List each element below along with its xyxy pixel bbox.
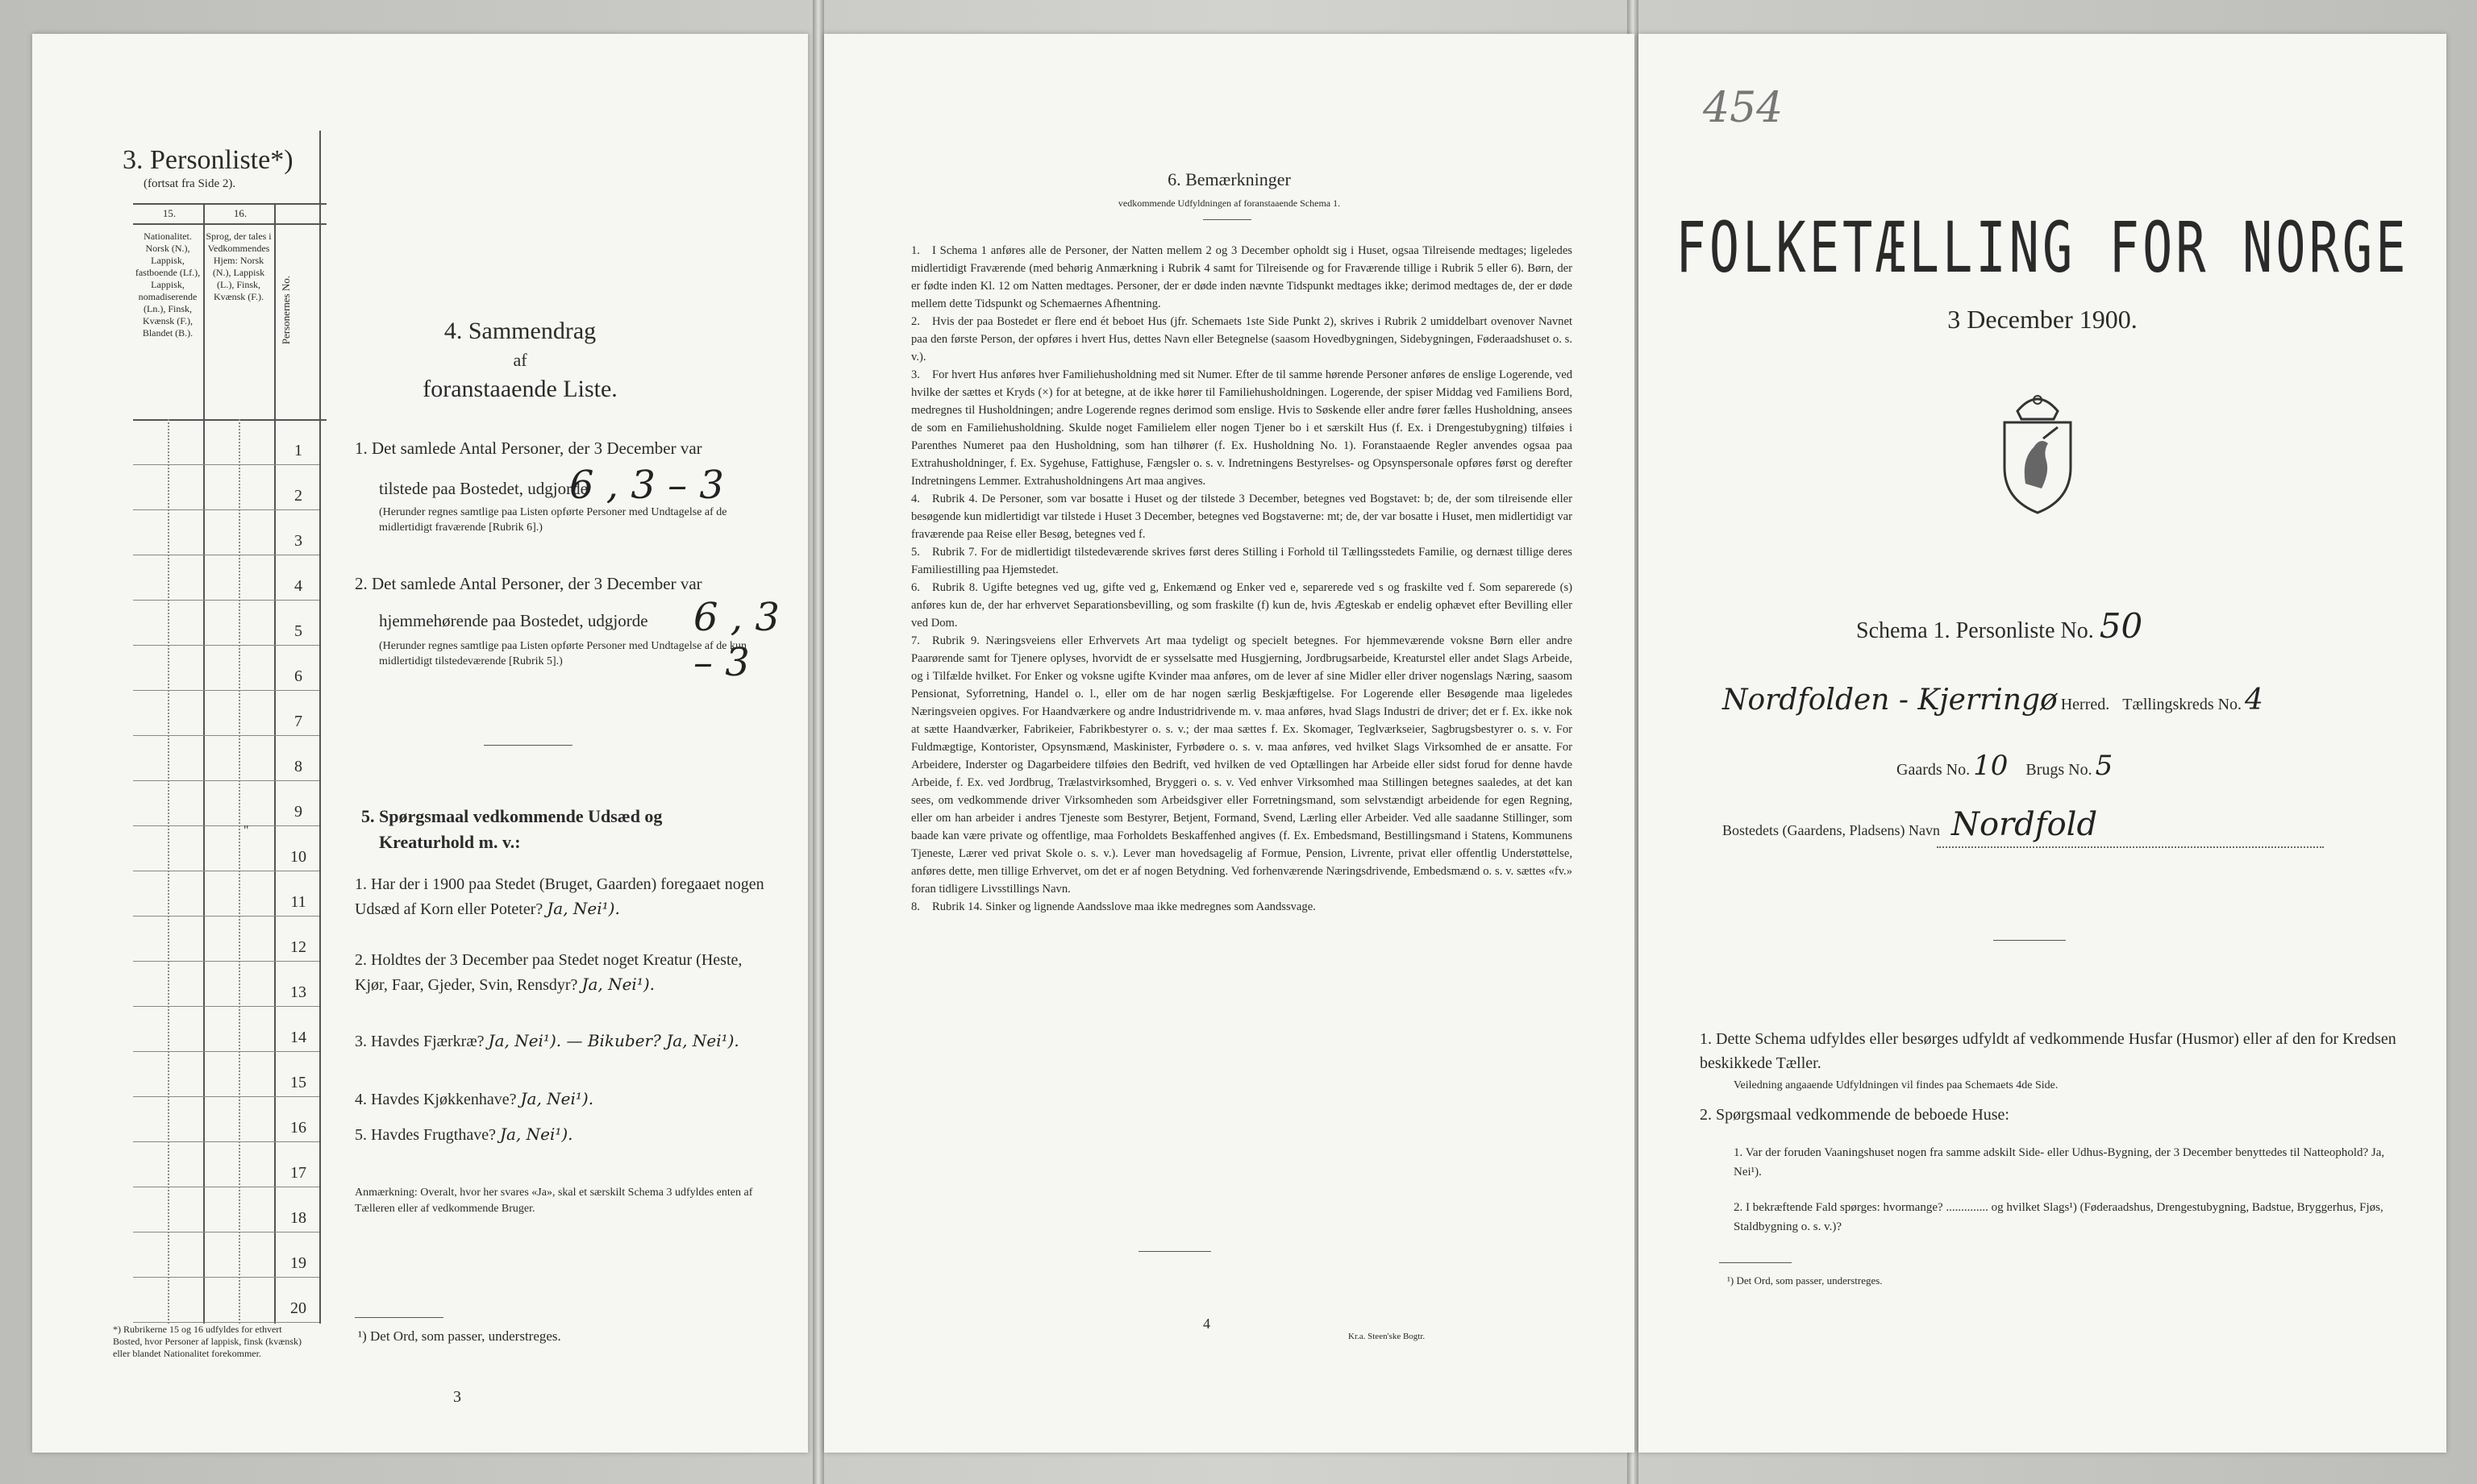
questions-title-2: Kreaturhold m. v.: <box>379 832 521 852</box>
question-1 <box>355 872 766 921</box>
table-row-number: 7 <box>294 713 302 730</box>
rule-number: 8. <box>911 900 920 913</box>
question-5-text: 5. Havdes Frugthave? <box>355 1126 496 1144</box>
table-row-number: 6 <box>294 667 302 685</box>
table-row-rule <box>133 1006 319 1007</box>
col-16-number: 16. <box>233 207 248 219</box>
bemaerkninger-rule <box>1203 219 1251 220</box>
rule-number: 1. <box>911 244 920 257</box>
rule-item <box>911 579 1572 632</box>
rule-number: 7. <box>911 634 920 647</box>
summary-item-1-handwritten: 6 , 3 – 3 <box>569 463 724 508</box>
table-row-number: 14 <box>290 1029 306 1046</box>
question-4 <box>355 1087 766 1112</box>
middle-page <box>824 34 1634 1453</box>
table-header-rule <box>133 419 327 421</box>
coat-of-arms-icon <box>1993 387 2082 516</box>
table-row-number: 5 <box>294 622 302 640</box>
table-row-rule <box>133 1096 319 1097</box>
mid-divider <box>1139 1251 1211 1252</box>
question-2 <box>355 948 766 997</box>
schema-line <box>1856 606 2142 646</box>
summary-item-2: 2. Det samlede Antal Personer, der 3 December var <box>355 574 702 593</box>
right-divider <box>1993 940 2066 941</box>
question-3-text: 3. Havdes Fjærkræ? <box>355 1033 485 1050</box>
page-number-3: 3 <box>453 1388 461 1406</box>
summary-item-2-note: (Herunder regnes samtlige paa Listen opførte Personer med Undtagelse af de kun midlertidigt tilstedeværende [Rubrik 5].) <box>379 640 747 667</box>
instruction-2-2: 2. I bekræftende Fald spørges: hvormange? .............. og hvilket Slags¹) (Føderaadshus, Drengestubygning, Badstue, Bryggerhus, Fjøs, Staldbygning o. s. v.)? <box>1734 1201 2383 1233</box>
rule-item <box>911 242 1572 313</box>
printer-mark: Kr.a. Steen'ske Bogtr. <box>1348 1332 1426 1341</box>
kreds-number-handwritten: 4 <box>2245 684 2263 717</box>
table-row-rule <box>133 600 319 601</box>
brugs-number-handwritten: 5 <box>2095 750 2113 782</box>
right-page <box>1638 34 2446 1453</box>
question-5 <box>355 1122 766 1147</box>
summary-item-1-line2: tilstede paa Bostedet, udgjorde <box>379 479 588 498</box>
table-row-rule <box>133 645 319 646</box>
personliste-subheading: (fortsat fra Side 2). <box>144 177 236 190</box>
table-row-rule <box>133 961 319 962</box>
table-row-number: 17 <box>290 1164 306 1182</box>
table-row-number: 11 <box>290 893 306 911</box>
schema-label: Schema 1. Personliste No. <box>1856 618 2094 643</box>
rule-item <box>911 490 1572 543</box>
question-5-answer: Ja, Nei¹). <box>499 1124 573 1144</box>
rule-text: Rubrik 8. Ugifte betegnes ved ug, gifte ved g, Enkemænd og Enker ved e, separerede ved s og fraskilte ved f. Som separerede (s) anføres kun de, der har erhvervet Separationsbevilling, og som fraskilte (f) kun de, hvis Ægteskab er endelig ophævet efter Bevilling eller ved Dom. <box>911 581 1572 630</box>
row-10-mark: " <box>244 824 249 838</box>
left-page <box>32 34 808 1453</box>
rule-item <box>911 366 1572 490</box>
col-personernes-no: Personernes No. <box>280 276 292 345</box>
table-row-number: 8 <box>294 758 302 775</box>
question-3-answer: Ja, Nei¹). — Bikuber? Ja, Nei¹). <box>488 1031 739 1050</box>
table-row-rule <box>133 1141 319 1142</box>
table-row-number: 16 <box>290 1119 306 1137</box>
summary-title-af: af <box>513 350 527 370</box>
question-2-answer: Ja, Nei¹). <box>581 975 656 994</box>
bosted-line <box>1722 806 2097 843</box>
herred-line <box>1722 684 2416 717</box>
summary-divider <box>484 745 572 746</box>
rule-text: Rubrik 7. For de midlertidigt tilstedeværende skrives først deres Stilling i Forhold til Tællingsstedets Familie, og dernæst tillige deres Familiestilling paa Hjemstedet. <box>911 546 1572 576</box>
rules-list <box>911 242 1572 916</box>
rule-item <box>911 632 1572 898</box>
col-15-number: 15. <box>162 207 177 219</box>
table-row-number: 19 <box>290 1254 306 1272</box>
rule-text: Rubrik 14. Sinker og lignende Aandsslove maa ikke medregnes som Aandssvage. <box>932 900 1316 913</box>
table-row-rule <box>133 780 319 781</box>
rule-item <box>911 313 1572 366</box>
table-top-rule <box>133 203 327 205</box>
table-row-rule <box>133 735 319 736</box>
table-row-number: 20 <box>290 1299 306 1317</box>
table-numbers-rule <box>133 223 327 225</box>
table-row-rule <box>133 464 319 465</box>
table-row-number: 9 <box>294 803 302 821</box>
rule-text: Rubrik 9. Næringsveiens eller Erhvervets Art maa tydeligt og specielt betegnes. For hjemmeværende voksne Børn eller andre Paarørende samt for Tjenere oplyses, hvorvidt de er sysselsatte med Husgjerning, Jordbrugsarbeide, Kreaturstel eller andet Slags Arbeide, og i Tilfælde hvilket. For Enker og voksne ugifte Kvinder maa anføres, om de lever af sine Midler eller driver nogenslags Næring, saasom Pensionat, Syforretning, Handel o. l., eller om de har nogen særlig Beskjæftigelse. For Logerende eller Besøgende maa ligeledes Næringsveien opgives. For Haandværkere og andre Industridrivende m. v. maa anføres, hvad Slags Industri de driver; det er f. Ex. ikke nok at sætte Haandværker, Fabrikeier, Fabrikbestyrer o. s. v.; der maa sættes f. Ex. Skomager, Teglværkseier, Sagbrugsbestyrer o. s. v. For Fuldmægtige, Kontorister, Opsynsmænd, Maskinister, Fyrbødere o. s. v. maa anføres, ved hvilket Slags Virksomhed de er ansatte. For Arbeidere, Inderster og Dagarbeidere tilføies den Bedrift, ved hvilken de ved Optællingen har Arbeide eller sidst forud for denne havde Arbeide, f. Ex. ved Jordbrug, Trælastvirksomhed, Bryggeri o. s. v. Ved enhver Virksomhed maa Stillingen betegnes saaledes, at det kan sees, om vedkommende driver Virksomheden som Arbeidsgiver eller Forretningsmand, som selvstændigt arbeidende for egen Regning, eller om han arbeider i andres Tjeneste som Bestyrer, Betjent, Formand, Svend, Lærling eller Arbeider. Ved alle saadanne Stillinger, som baade kan være private og offentlige, maa Forholdets Beskaffenhed angives (f. Ex. Embedsmand, Bestillingsmand i Statens, Kommunens Tjeneste, Lærer ved privat Skole o. s. v.). Lever man hovedsagelig af Formue, Pension, Livrente, privat eller offentlig Understøttelse, anføres dette, men tillige Erhvervet, om det er af nogen Betydning. Ved forhenværende Næringsdrivende, Embedsmænd o. s. v. sættes «fv.» foran tidligere Livsstillings Navn. <box>911 634 1572 896</box>
footnote-understreges: ¹) Det Ord, som passer, understreges. <box>358 1328 561 1344</box>
col-15-header: Nationalitet. Norsk (N.), Lappisk, fastboende (Lf.), Lappisk, nomadiserende (Ln.), Finsk, Kvænsk (F.), Blandet (B.). <box>135 231 201 339</box>
rule-number: 5. <box>911 546 920 559</box>
question-2-text: 2. Holdtes der 3 December paa Stedet noget Kreatur (Heste, Kjør, Faar, Gjeder, Svin, Rensdyr? <box>355 951 743 994</box>
question-4-answer: Ja, Nei¹). <box>520 1089 594 1108</box>
gaards-line <box>1896 750 2113 782</box>
schema-number-handwritten: 50 <box>2099 606 2143 646</box>
instruction-2-1: 1. Var der foruden Vaaningshuset nogen fra samme adskilt Side- eller Udhus-Bygning, der 3 December benyttedes til Natteophold? Ja, Nei¹). <box>1734 1146 2385 1178</box>
right-footnote-rule <box>1719 1262 1792 1263</box>
binding-gap-left <box>813 0 824 1484</box>
personliste-heading: 3. Personliste*) <box>123 145 293 175</box>
right-footnote: ¹) Det Ord, som passer, understreges. <box>1727 1274 1883 1287</box>
table-row-number: 12 <box>290 938 306 956</box>
question-1-text: 1. Har der i 1900 paa Stedet (Bruget, Gaarden) foregaaet nogen Udsæd af Korn eller Poteter? <box>355 875 764 918</box>
table-row-number: 2 <box>294 487 302 505</box>
table-col-divider-1 <box>203 203 205 1324</box>
bosted-label: Bostedets (Gaardens, Pladsens) Navn <box>1722 822 1940 838</box>
instruction-1: 1. Dette Schema udfyldes eller besørges udfyldt af vedkommende Husfar (Husmor) eller af den for Kredsen beskikkede Tæller. <box>1700 1030 2396 1072</box>
instruction-2: 2. Spørgsmaal vedkommende de beboede Huse: <box>1700 1106 2009 1124</box>
table-col-divider-2 <box>274 203 276 1324</box>
gaards-label: Gaards No. <box>1896 761 1971 779</box>
table-right-border <box>319 131 321 1324</box>
table-row-number: 1 <box>294 442 302 459</box>
table-row-number: 15 <box>290 1074 306 1091</box>
summary-title: 4. Sammendrag <box>443 318 597 344</box>
main-title: FOLKETÆLLING FOR NORGE <box>1676 206 2409 289</box>
gaards-number-handwritten: 10 <box>1973 750 2009 782</box>
kreds-label: Tællingskreds No. <box>2122 696 2242 713</box>
rule-number: 2. <box>911 315 920 328</box>
table-row-rule <box>133 690 319 691</box>
summary-item-1: 1. Det samlede Antal Personer, der 3 December var <box>355 439 702 458</box>
anmaerkning: Anmærkning: Overalt, hvor her svares «Ja», skal et særskilt Schema 3 udfyldes enten af Tælleren eller af vedkommende Bruger. <box>355 1187 753 1215</box>
page-number-4: 4 <box>1203 1316 1210 1332</box>
bemaerkninger-subtitle: vedkommende Udfyldningen af foranstaaende Schema 1. <box>1118 197 1341 209</box>
table-row-rule <box>133 509 319 510</box>
table-row-rule <box>133 916 319 917</box>
summary-item-2-line2: hjemmehørende paa Bostedet, udgjorde <box>379 611 648 630</box>
table-row-rule <box>133 1277 319 1278</box>
footnote-rule <box>355 1317 443 1318</box>
instruction-1-sub: Veiledning angaaende Udfyldningen vil findes paa Schemaets 4de Side. <box>1734 1079 2059 1091</box>
table-row-rule <box>133 825 319 826</box>
rule-item <box>911 898 1572 916</box>
col-16-header: Sprog, der tales i Vedkommendes Hjem: Norsk (N.), Lappisk (L.), Finsk, Kvænsk (F.). <box>206 231 272 302</box>
summary-title-liste: foranstaaende Liste. <box>423 376 618 402</box>
rule-text: Rubrik 4. De Personer, som var bosatte i Huset og der tilstede 3 December, betegnes ved Bogstavet: b; de, der som tilreisende eller besøgende kun midlertidigt var tilstede i Huset 3 December, betegnes ved Bogstaverne: mt; de, der var bosatte i Huset, men midlertidigt var fraværende paa Reise eller Besøg, betegnes ved f. <box>911 493 1572 541</box>
bosted-dotted-line <box>1937 846 2324 848</box>
table-row-rule <box>133 1322 319 1323</box>
table-row-number: 18 <box>290 1209 306 1227</box>
archive-number-handwritten: 454 <box>1703 84 1784 132</box>
herred-label: Herred. <box>2060 696 2110 713</box>
question-4-text: 4. Havdes Kjøkkenhave? <box>355 1091 517 1108</box>
brugs-label: Brugs No. <box>2025 761 2092 779</box>
table-footnote: *) Rubrikerne 15 og 16 udfyldes for ethvert Bosted, hvor Personer af lappisk, finsk (kvænsk) eller blandet Nationalitet forekommer. <box>113 1324 302 1359</box>
census-date: 3 December 1900. <box>1947 305 2138 334</box>
bemaerkninger-title: 6. Bemærkninger <box>1168 169 1291 189</box>
bosted-handwritten: Nordfold <box>1950 806 2098 843</box>
rule-number: 6. <box>911 581 920 594</box>
table-row-number: 10 <box>290 848 306 866</box>
summary-item-2-handwritten: 6 , 3 – 3 <box>693 595 780 685</box>
question-1-answer: Ja, Nei¹). <box>547 899 620 918</box>
rule-number: 4. <box>911 493 920 505</box>
table-row-rule <box>133 1232 319 1233</box>
rule-text: For hvert Hus anføres hver Familiehusholdning med sit Numer. Efter de til samme hørende Personer anføres de enslige Logerende, ved hvilke der sættes et Kryds (×) for at betegne, at de ikke hører til Familiehusholdningen. Logerende, der spiser Middag ved Familiens Bord, medregnes til Husholdningen; andre Logerende regnes derimod som enslige. Hvis to Søskende eller andre fører fælles Husholdning, ansees de som en Familiehusholdning. Skulde noget Familielem eller nogen Tjener bo i et særskilt Hus (f. Ex. i Drengestubygning) tilføies i Parenthes Numeret paa den Husholdning, som han tilhører (f. Ex. Husholdning No. 1). Foranstaaende Regler anvendes ogsaa paa Extrahusholdninger, f. Ex. Sygehuse, Fattighuse, Fængsler o. s. v. Indretningens Bestyrelses- og Opsynspersonale opføres først og derefter Indretningens Lemmer. Extrahusholdningens Art maa angives. <box>911 368 1572 488</box>
question-3 <box>355 1029 766 1054</box>
herred-handwritten: Nordfolden - Kjerringø <box>1722 684 2058 717</box>
rule-item <box>911 543 1572 579</box>
table-row-rule <box>133 1051 319 1052</box>
table-row-number: 3 <box>294 532 302 550</box>
rule-text: Hvis der paa Bostedet er flere end ét beboet Hus (jfr. Schemaets 1ste Side Punkt 2), skrives i Rubrik 2 umiddelbart ovenover Navnet paa den første Person, der opføres i hvert Hus, dettes Navn eller Betegnelse (saasom Hovedbygningen, Sidebygningen, Føderaadshuset o. s. v.). <box>911 315 1572 364</box>
questions-title: 5. Spørgsmaal vedkommende Udsæd og <box>361 806 663 826</box>
rule-text: I Schema 1 anføres alle de Personer, der Natten mellem 2 og 3 December opholdt sig i Huset, ogsaa Tilreisende medtages; ligeledes midlertidigt Fraværende (med behørig Anmærkning i Rubrik 4 samt for Tilreisende og for Fraværende tillige i Rubrik 5 eller 6). Børn, der er fødte inden Kl. 12 om Natten medtages. Personer, der er døde inden nævnte Tidspunkt medtages ikke; derimod medtages de, der er døde mellem dette Tidspunkt og Schemaernes Afhentning. <box>911 244 1572 310</box>
table-row-number: 4 <box>294 577 302 595</box>
rule-number: 3. <box>911 368 920 381</box>
summary-item-1-note: (Herunder regnes samtlige paa Listen opførte Personer med Undtagelse af de midlertidigt fraværende [Rubrik 6].) <box>379 506 727 534</box>
table-row-number: 13 <box>290 983 306 1001</box>
